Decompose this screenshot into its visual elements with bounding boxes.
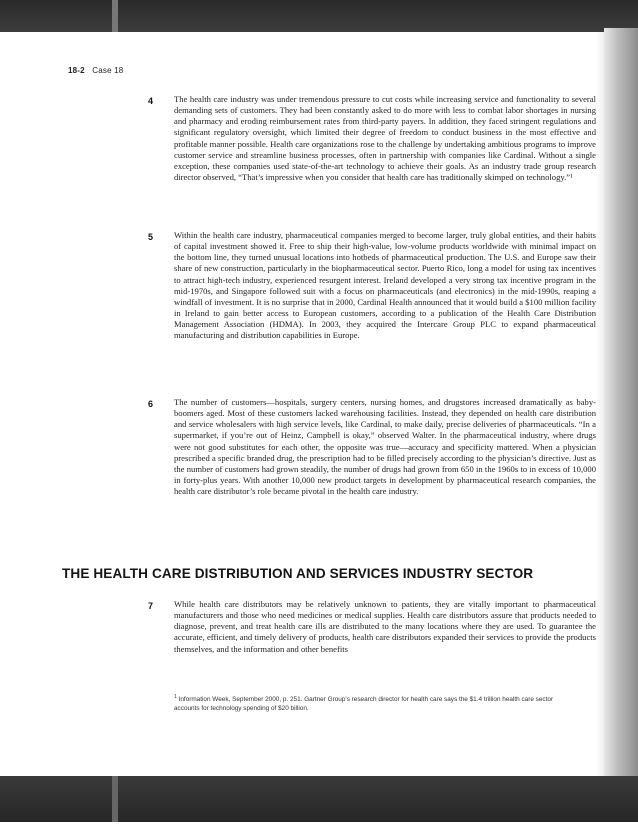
scan-border-top [0, 0, 638, 32]
page-number: 18-2 [68, 66, 85, 75]
paragraph-5: Within the health care industry, pharmaceutical companies merged to become larger, truly global entities, and their habits of capital investment showed it. Free to ship their high-value, low-volume products worldwide with minimal impact on the bottom line, they turned unusual locations into hotbeds of pharmaceutical production. The U.S. and Europe saw their share of new construction, particularly in the biopharmaceutical sector. Puerto Rico, long a model for using tax incentives to attract high-tech industry, experienced resurgent interest. Ireland developed a very strong tax incentive program in the mid-1970s, and Singapore followed suit with a focus on pharmaceuticals (and electronics) in the mid-1990s, reaping a windfall of investment. It is no surprise that in 2000, Cardinal Health announced that it would build a $100 million facility in Ireland to gain better access to European customers, according to a publication of the Health Care Distribution Management Association (HDMA). In 2003, they acquired the Intercare Group PLC to expand pharmaceutical manufacturing and distribution capabilities in Europe. [174, 230, 596, 341]
paragraph-number: 7 [148, 601, 154, 611]
running-head [68, 66, 123, 75]
paragraph-number: 5 [148, 232, 154, 242]
page-edge [604, 28, 638, 780]
paragraph-number: 6 [148, 399, 154, 409]
scan-border-bottom [0, 776, 638, 822]
case-label: Case 18 [92, 66, 124, 75]
paragraph-6: The number of customers—hospitals, surgery centers, nursing homes, and drugstores increased dramatically as baby-boomers aged. Most of these customers lacked warehousing facilities. Instead, they depended on health care distribution and service wholesalers with high service levels, like Cardinal, to make daily, precise deliveries of pharmaceuticals. “In a supermarket, if you’re out of Heinz, Campbell is okay,” observed Walter. In the pharmaceutical industry, where drugs were not good substitutes for each other, the opposite was true—accuracy and specificity mattered. When a physician prescribed a specific branded drug, the prescription had to be filled precisely according to the physician’s directive. Just as the number of customers had grown steadily, the number of drugs had grown from 650 in the 1960s to in excess of 10,000 in forty-plus years. With another 10,000 new product targets in development by pharmaceutical research companies, the health care distributor’s role became pivotal in the health care industry. [174, 397, 596, 497]
paragraph-7: While health care distributors may be relatively unknown to patients, they are vitally important to pharmaceutical manufacturers and those who need medicines or medical supplies. Health care distributors assure that products needed to diagnose, prevent, and treat health care ills are distributed to the many locations where they are used. To guarantee the accurate, efficient, and timely delivery of products, health care distributors expanded their services to provide the products themselves, and the information and other benefits [174, 599, 596, 654]
footnote [174, 693, 578, 713]
section-heading: THE HEALTH CARE DISTRIBUTION AND SERVICES INDUSTRY SECTOR [62, 566, 534, 581]
paragraph-4: The health care industry was under tremendous pressure to cut costs while increasing service and functionality to several demanding sets of customers. They had been constantly asked to do more with less to combat labor shortages in nursing and pharmacy and eroding reimbursement rates from third-party payers. In addition, they faced stringent regulations and significant regulatory oversight, which limited their degree of freedom to conduct business in the most effective and profitable manner possible. Health care organizations rose to the challenge by undertaking ambitious programs to improve customer service and streamline business processes, often in partnership with companies like Cardinal. Without a single exception, these companies used state-of-the-art technology to achieve their goals. As an industry trade group research director observed, “That’s impressive when you consider that health care has traditionally skimped on technology.”¹ [174, 94, 596, 183]
paragraph-number: 4 [148, 96, 154, 106]
scan-light-streak [112, 0, 118, 32]
footnote-text: Information Week, September 2000, p. 251. Gartner Group’s research director for health care says the $1.4 trillion health care sector accounts for technology spending of $20 billion. [174, 696, 554, 713]
scan-light-streak [112, 776, 118, 822]
footnote-marker: 1 [174, 694, 177, 700]
